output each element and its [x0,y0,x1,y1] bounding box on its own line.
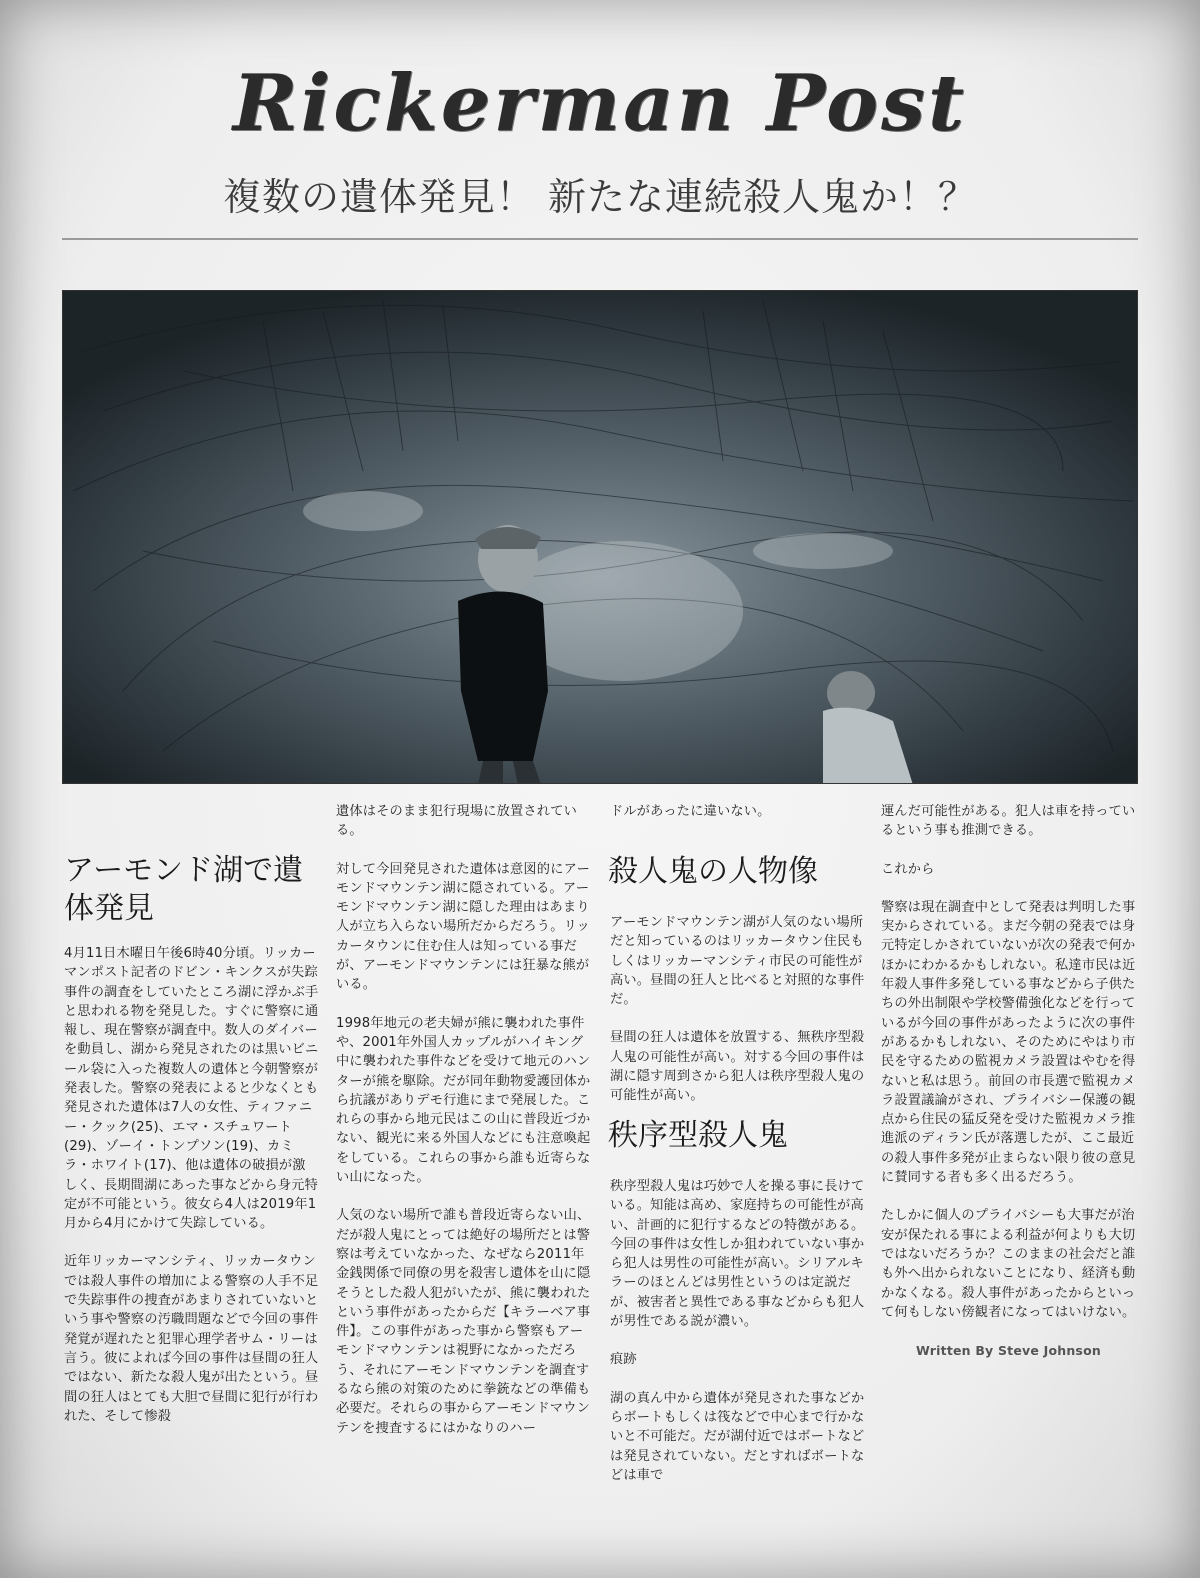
paragraph: 1998年地元の老夫婦が熊に襲われた事件や、2001年外国人カップルがハイキング中に襲われた事件などを受けて地元のハンターが熊を駆除。だが同年動物愛護団体から抗議がありデモ行進にまで発展した。これらの事から地元民はこの山に普段近づかない、観光に来る外国人などにも注意喚起をしている。これらの事から誰も近寄らない山になった。 [336,1015,591,1186]
paragraph: 警察は現在調査中として発表は判明した事実からされている。まだ今朝の発表では身元特定しかされていないが次の発表で何かほかにわかるかもしれない。私達市民は近年殺人事件多発している事などから子供たちの外出制限や学校警備強化などを行っているが今回の事件があったように次の事件があるかもしれない、そのためにやはり市民を守るための監視カメラ設置はやむを得ないと私は思う。前回の市長選で監視カメラ設置議論がされ、プライバシー保護の観点から住民の猛反発を受けた監視カメラ推進派のディラン氏が落選したが、ここ最近の殺人事件多発が止まらない限り彼の意見に賛同する者も多く出るだろう。 [881,899,1136,1186]
headline-divider [62,238,1138,240]
paragraph: 4月11日木曜日午後6時40分頃。リッカーマンポスト記者のドビン・キンクスが失踪事件の調査をしていたところ湖に浮かぶ手と思われる物を発見した。すぐに警察に通報し、現在警察が調査中。数人のダイバーを動員し、湖から発見されたのは黒いビニール袋に入った複数人の遺体と今朝警察が発表した。警察の発表によると少なくとも発見された遺体は7人の女性、ティファニー・クック(25)、エマ・スチュワート(29)、ゾーイ・トンプソン(19)、カミラ・ホワイト(17)、他は遺体の破損が激しく、長期間湖にあった事などから身元特定が不可能という。彼女ら4人は2019年1月から4月にかけて失踪している。 [64,946,319,1232]
byline: Written By Steve Johnson [916,1343,1101,1359]
paragraph: 近年リッカーマンシティ、リッカータウンでは殺人事件の増加による警察の人手不足で失踪事件の捜査があまりされていないという事や警察の汚職問題などで今回の事件発覚が遅れたと犯罪心理学者サム・リーは言う。彼によれば今回の事件は昼間の狂人ではない、新たな殺人鬼が出たという。昼間の狂人はとても大胆で昼間に犯行が行われた、そして惨殺 [64,1254,319,1424]
article-column-1 [64,944,319,1445]
paragraph: 昼間の狂人は遺体を放置する、無秩序型殺人鬼の可能性が高い。対する今回の事件は湖に隠す周到さから犯人は秩序型殺人鬼の可能性が高い。 [610,1030,865,1104]
article-column-3-organized [610,1177,865,1504]
article-column-3 [610,802,865,840]
subheading-traces: 痕跡 [610,1352,637,1368]
article-heading-organized-killer: 秩序型殺人鬼 [608,1118,788,1153]
paragraph: アーモンドマウンテン湖が人気のない場所だと知っているのはリッカータウン住民もしくはリッカーマンシティ市民の可能性が高い。昼間の狂人と比べると対照的な事件だ。 [610,915,865,1008]
article-column-4 [881,802,1136,1360]
subheading-from-now: これから [881,861,935,877]
paragraph: 秩序型殺人鬼は巧妙で人を操る事に長けている。知能は高め、家庭持ちの可能性が高い、計画的に犯行するなどの特徴がある。今回の事件は女性しか狙われていない事から犯人は男性の可能性が高い。シリアルキラーのほとんどは男性というのは定説だが、被害者と異性である事などからも犯人が男性である説が濃い。 [610,1179,865,1330]
paragraph: 遺体はそのまま犯行現場に放置されている。 [336,804,577,839]
paragraph: 湖の真ん中から遺体が発見された事などからボートもしくは筏などで中心まで行かないと不可能だ。だが湖付近ではボートなどは発見されていない。だとすればボートなどは車で [610,1390,865,1483]
article-heading-lake: アーモンド湖で遺体発見 [64,853,304,926]
article-column-2 [336,802,591,1457]
paragraph: 運んだ可能性がある。犯人は車を持っているという事も推測できる。 [881,804,1136,839]
paragraph: ドルがあったに違いない。 [610,804,771,819]
paragraph: 人気のない場所で誰も普段近寄らない山、だが殺人鬼にとっては絶好の場所だとは警察は考えていなかった、なぜなら2011年金銭関係で同僚の男を殺害し遺体を山に隠そうとした殺人犯がいたが、熊に襲われたという事件があったからだ【キラーベア事件】。この事件があった事から警察もアーモンドマウンテンは視野になかっただろう、それにアーモンドマウンテンを調査するなら熊の対策のために拳銃などの準備も必要だ。それらの事からアーモンドマウンテンを捜査するにはかなりのハー [336,1208,591,1436]
main-headline: 複数の遺体発見！ 新たな連続殺人鬼か！？ [222,175,978,219]
masthead-title: Rickerman Post [232,58,968,149]
paragraph: たしかに個人のプライバシーも大事だが治安が保たれる事による利益が何よりも大切ではないだろうか？このままの社会だと誰も外へ出かられないことになり、経済も動かなくなる。殺人事件があったからといって何もしない傍観者になってはいけない。 [881,1208,1136,1320]
article-heading-profile: 殺人鬼の人物像 [608,854,818,889]
paragraph: 対して今回発見された遺体は意図的にアーモンドマウンテン湖に隠されている。アーモンドマウンテン湖に隠した理由はあまり人が立ち入らない場所だからだろう。リッカータウンに住む住人は知っている事だが、アーモンドマウンテンには狂暴な熊がいる。 [336,861,590,993]
illustration-drawing [63,291,1138,784]
article-column-3-profile [610,913,865,1125]
lead-illustration [62,290,1138,784]
